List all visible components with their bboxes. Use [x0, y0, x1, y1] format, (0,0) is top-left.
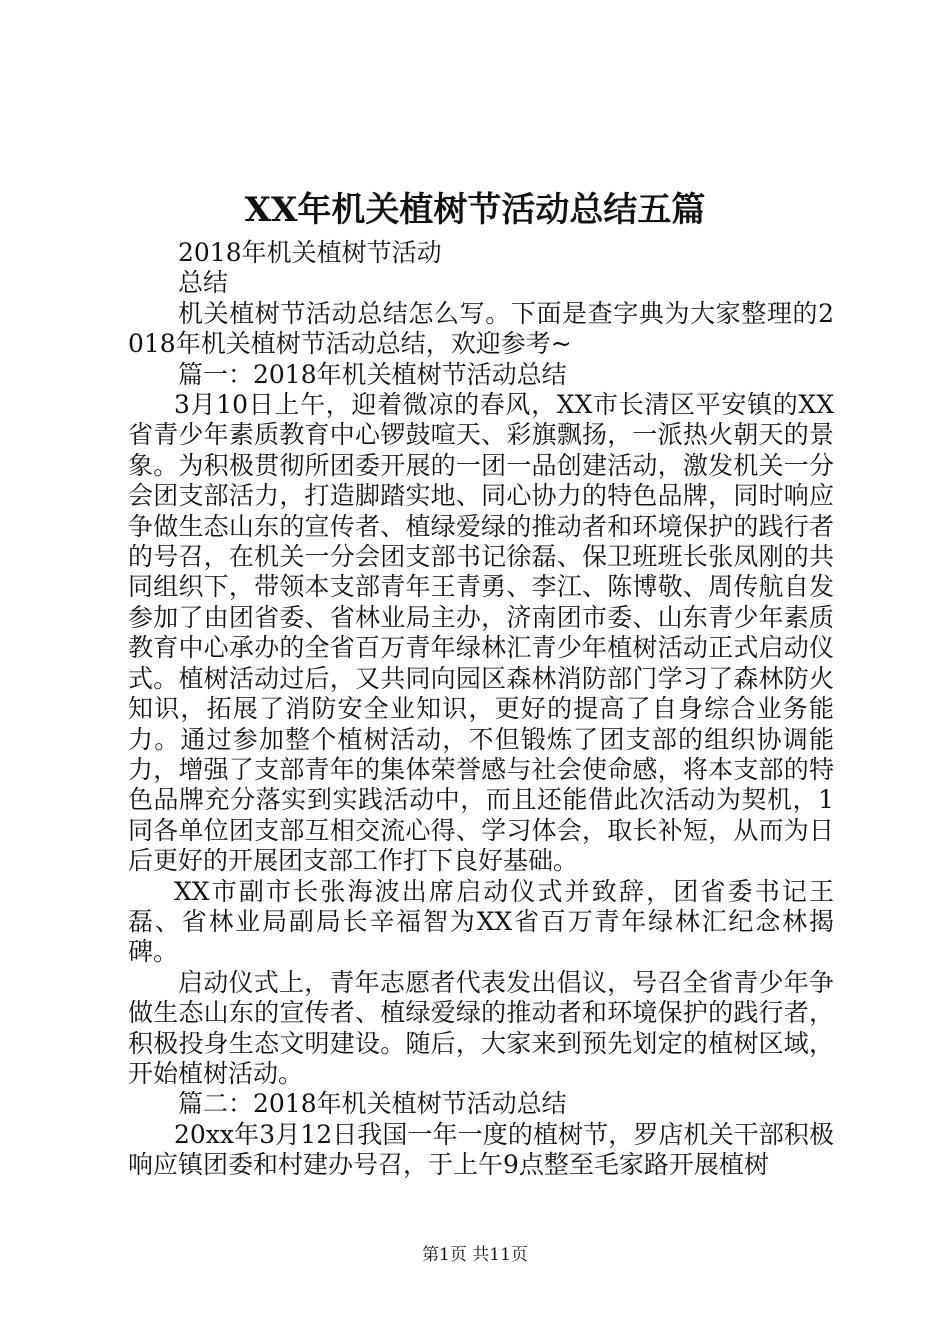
document-title: XX年机关植树节活动总结五篇 [244, 190, 706, 230]
paragraph-section-2-body: 20xx年3月12日我国一年一度的植树节，罗店机关干部积极响应镇团委和村建办号召，于上午9点整至毛家路开展植树 [128, 1119, 834, 1180]
section-heading-2: 篇二：2018年机关植树节活动总结 [178, 1089, 567, 1119]
paragraph-heading-line-1: 2018年机关植树节活动 [178, 238, 442, 267]
page-footer: 第1页 共11页 [422, 1245, 528, 1265]
paragraph-ceremony: 启动仪式上，青年志愿者代表发出倡议，号召全省青少年争做生态山东的宣传者、植绿爱绿的推动者和环境保护的践行者，积极投身生态文明建设。随后，大家来到预先划定的植树区域，开始植树活动。 [128, 967, 834, 1088]
paragraph-heading-line-2: 总结 [178, 268, 229, 298]
paragraph-section-1-body: 3月10日上午，迎着微凉的春风，XX市长清区平安镇的XX省青少年素质教育中心锣鼓喧天、彩旗飘扬，一派热火朝天的景象。为积极贯彻所团委开展的一团一品创建活动，激发机关一分会团支部活力，打造脚踏实地、同心协力的特色品牌，同时响应争做生态山东的宣传者、植绿爱绿的推动者和环境保护的践行者的号召，在机关一分会团支部书记徐磊、保卫班班长张凤刚的共同组织下，带领本支部青年王青勇、李江、陈博敬、周传航自发参加了由团省委、省林业局主办，济南团市委、山东青少年素质教育中心承办的全省百万青年绿林汇青少年植树活动正式启动仪式。植树活动过后，又共同向园区森林消防部门学习了森林防火知识，拓展了消防安全业知识，更好的提高了自身综合业务能力。通过参加整个植树活动，不但锻炼了团支部的组织协调能力，增强了支部青年的集体荣誉感与社会使命感，将本支部的特色品牌充分落实到实践活动中，而且还能借此次活动为契机，1同各单位团支部互相交流心得、学习体会，取长补短，从而为日后更好的开展团支部工作打下良好基础。 [128, 390, 834, 876]
section-heading-1: 篇一：2018年机关植树节活动总结 [178, 359, 567, 389]
document-body [128, 238, 834, 1181]
paragraph-intro: 机关植树节活动总结怎么写。下面是查字典为大家整理的2018年机关植树节活动总结，欢迎参考~ [128, 298, 834, 359]
paragraph-vice-mayor: XX市副市长张海波出席启动仪式并致辞，团省委书记王磊、省林业局副局长辛福智为XX省百万青年绿林汇纪念林揭碑。 [128, 876, 834, 967]
